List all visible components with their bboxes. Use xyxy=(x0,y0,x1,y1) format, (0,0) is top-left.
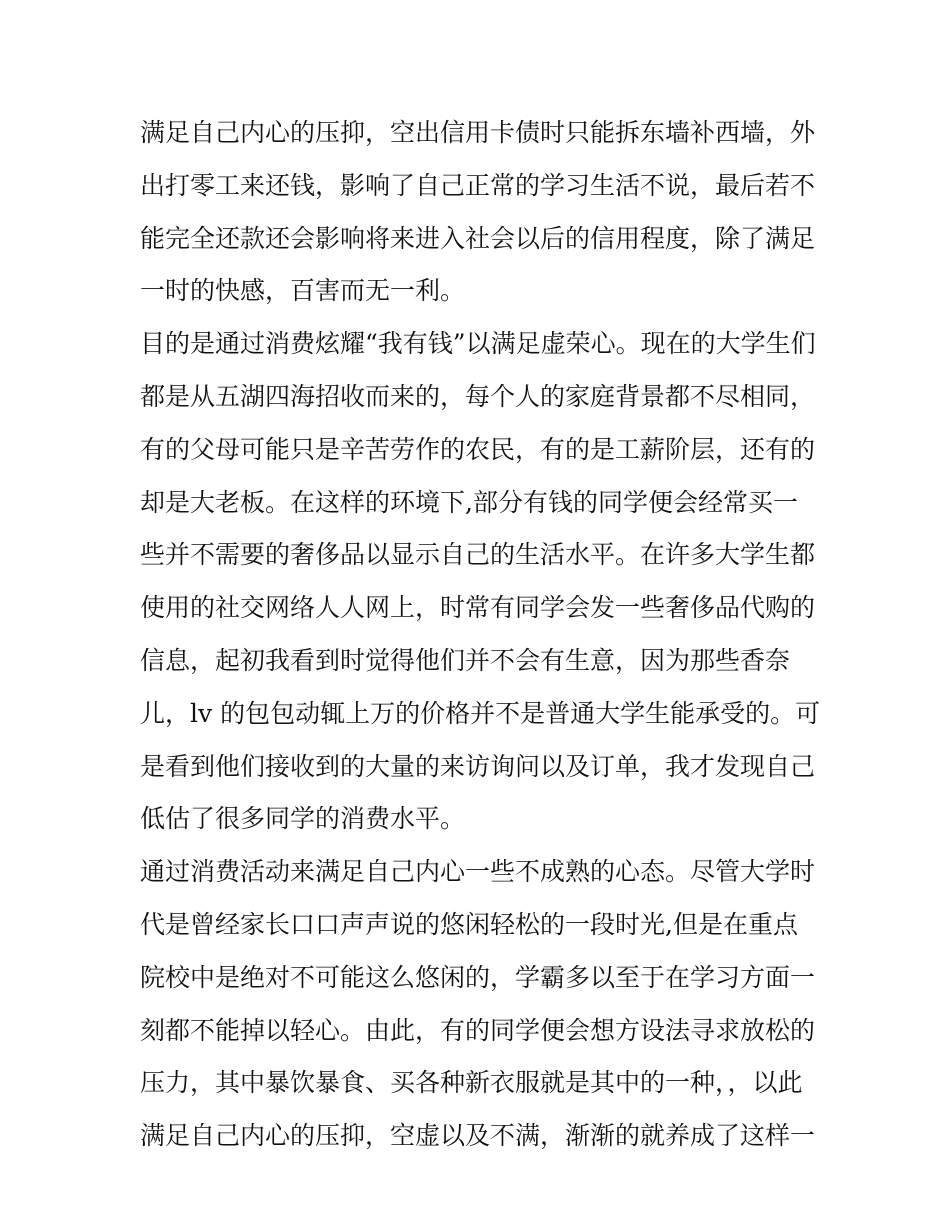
text-line: 刻都不能掉以轻心。由此，有的同学便会想方设法寻求放松的 xyxy=(140,1015,816,1045)
text-line: 儿，lv 的包包动辄上万的价格并不是普通大学生能承受的。可 xyxy=(140,698,820,728)
text-line: 一时的快感，百害而无一利。 xyxy=(140,276,466,306)
text-line: 代是曾经家长口口声声说的悠闲轻松的一段时光,但是在重点 xyxy=(140,909,798,939)
text-line: 使用的社交网络人人网上，时常有同学会发一些奢侈品代购的 xyxy=(140,593,816,623)
body-text xyxy=(140,107,820,1163)
text-line: 有的父母可能只是辛苦劳作的农民，有的是工薪阶层，还有的 xyxy=(140,434,816,464)
text-line: 通过消费活动来满足自己内心一些不成熟的心态。尽管大学时 xyxy=(140,857,816,887)
text-line: 出打零工来还钱，影响了自己正常的学习生活不说，最后若不 xyxy=(140,170,816,200)
text-line: 压力，其中暴饮暴食、买各种新衣服就是其中的一种，，以此 xyxy=(140,1068,803,1098)
text-line: 却是大老板。在这样的环境下,部分有钱的同学便会经常买一 xyxy=(140,487,798,517)
text-line: 低估了很多同学的消费水平。 xyxy=(140,804,466,834)
text-line: 满足自己内心的压抑，空虚以及不满，渐渐的就养成了这样一 xyxy=(140,1121,816,1151)
text-line: 能完全还款还会影响将来进入社会以后的信用程度，除了满足 xyxy=(140,223,816,253)
text-line: 是看到他们接收到的大量的来访询问以及订单，我才发现自己 xyxy=(140,751,816,781)
text-line: 些并不需要的奢侈品以显示自己的生活水平。在许多大学生都 xyxy=(140,540,816,570)
text-line: 都是从五湖四海招收而来的，每个人的家庭背景都不尽相同， xyxy=(140,381,816,411)
text-line: 信息，起初我看到时觉得他们并不会有生意，因为那些香奈 xyxy=(140,645,791,675)
text-line: 满足自己内心的压抑，空出信用卡债时只能拆东墙补西墙，外 xyxy=(140,118,816,147)
text-line: 院校中是绝对不可能这么悠闲的，学霸多以至于在学习方面一 xyxy=(140,962,816,992)
text-line: 目的是通过消费炫耀“我有钱”以满足虚荣心。现在的大学生们 xyxy=(140,329,816,359)
